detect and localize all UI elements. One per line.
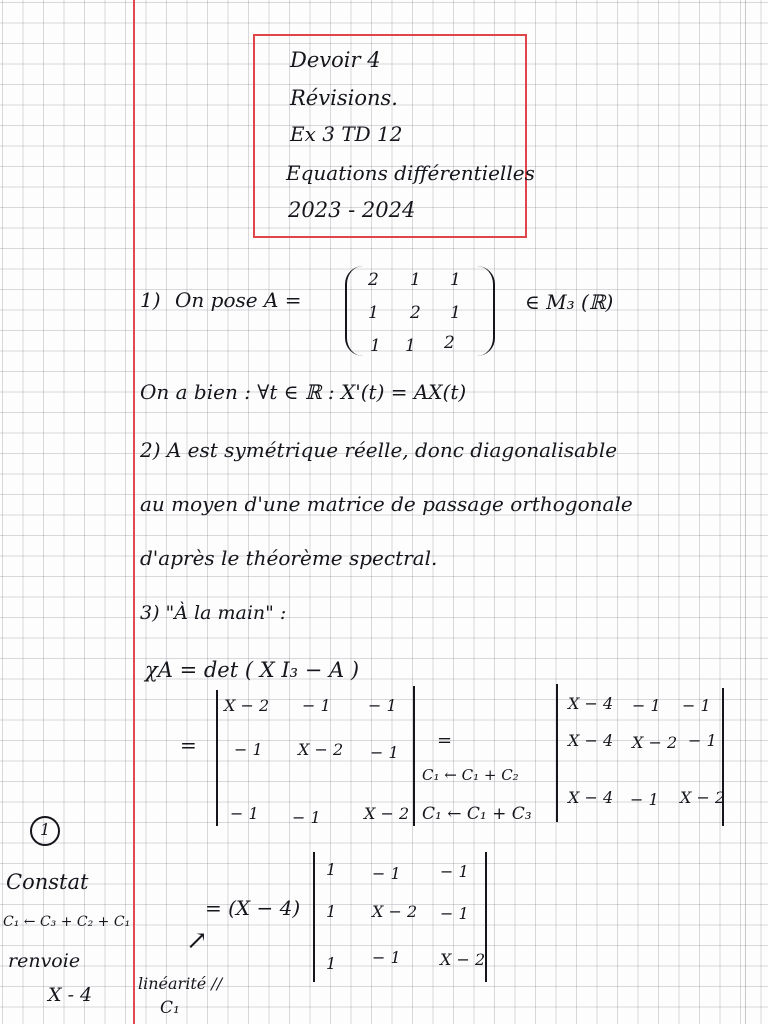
det1-cell: X − 2 xyxy=(298,740,344,759)
det2-cell: X − 4 xyxy=(568,694,614,713)
det3-cell: − 1 xyxy=(440,904,469,923)
equals-sign: = xyxy=(437,730,453,751)
det1-left-bar xyxy=(216,690,218,826)
det1-cell: − 1 xyxy=(230,804,259,823)
margin-line xyxy=(133,0,135,1024)
det2-cell: X − 4 xyxy=(568,731,614,750)
matrix-a-cell: 1 xyxy=(410,270,421,290)
q2-line-1: 2) A est symétrique réelle, donc diagonalisable xyxy=(140,438,618,462)
header-line-2: Révisions. xyxy=(290,86,398,110)
circled-number xyxy=(30,816,60,846)
header-line-1: Devoir 4 xyxy=(290,48,381,72)
det2-cell: − 1 xyxy=(630,790,659,809)
matrix-a-cell: 2 xyxy=(444,333,455,353)
factored-prefix: = (X − 4) xyxy=(205,896,301,920)
det1-right-bar xyxy=(413,686,415,826)
header-line-4: Equations différentielles xyxy=(286,161,535,185)
note-constat: Constat xyxy=(6,870,89,894)
matrix-right-paren xyxy=(475,266,495,356)
matrix-a-cell: 1 xyxy=(450,303,461,323)
det1-cell: − 1 xyxy=(292,808,321,827)
det2-cell: X − 4 xyxy=(568,788,614,807)
note-x-minus-4: X - 4 xyxy=(48,984,93,1006)
det2-cell: X − 2 xyxy=(632,733,678,752)
note-column-op: C₁ ← C₃ + C₂ + C₁ xyxy=(3,914,131,930)
det1-cell: − 1 xyxy=(234,740,263,759)
det3-cell: 1 xyxy=(326,860,337,879)
matrix-a-cell: 1 xyxy=(370,336,381,356)
det2-cell: X − 2 xyxy=(680,788,726,807)
q3-title: 3) "À la main" : xyxy=(140,602,287,624)
line-on-a-bien: On a bien : ∀t ∈ ℝ : X'(t) = AX(t) xyxy=(140,380,467,404)
det2-cell: − 1 xyxy=(632,696,661,715)
page-edge-line xyxy=(745,0,746,1024)
det3-left-bar xyxy=(313,852,315,982)
det3-cell: 1 xyxy=(326,902,337,921)
column-op-2: C₁ ← C₁ + C₃ xyxy=(422,804,532,824)
det2-cell: − 1 xyxy=(688,731,717,750)
det1-cell: X − 2 xyxy=(364,804,410,823)
det3-cell: − 1 xyxy=(372,864,401,883)
note-linearite: linéarité // xyxy=(138,974,223,993)
det1-cell: − 1 xyxy=(302,696,331,715)
q1-label: 1) xyxy=(140,288,161,312)
matrix-a-cell: 2 xyxy=(368,270,379,290)
chi-definition: χA = det ( X I₃ − A ) xyxy=(145,658,360,682)
det1-cell: − 1 xyxy=(370,743,399,762)
matrix-a-cell: 1 xyxy=(368,303,379,323)
det3-cell: X − 2 xyxy=(372,902,418,921)
det2-left-bar xyxy=(556,684,558,822)
column-op-1: C₁ ← C₁ + C₂ xyxy=(422,766,519,784)
det3-cell: X − 2 xyxy=(440,950,486,969)
matrix-left-paren xyxy=(345,266,365,356)
det2-cell: − 1 xyxy=(682,696,711,715)
header-line-3: Ex 3 TD 12 xyxy=(290,122,403,146)
note-renvoie: renvoie xyxy=(8,950,81,972)
q2-line-2: au moyen d'une matrice de passage orthogonale xyxy=(140,492,633,516)
det1-cell: X − 2 xyxy=(224,696,270,715)
equals-sign: = xyxy=(180,733,197,757)
det1-cell: − 1 xyxy=(368,696,397,715)
det3-cell: 1 xyxy=(326,954,337,973)
note-c1: C₁ xyxy=(160,998,180,1018)
matrix-a-cell: 1 xyxy=(405,336,416,356)
det3-cell: − 1 xyxy=(372,948,401,967)
matrix-a-cell: 1 xyxy=(450,270,461,290)
circled-number-label: 1 xyxy=(40,820,51,839)
det3-cell: − 1 xyxy=(440,862,469,881)
arrow-icon: ↗ xyxy=(186,926,208,956)
matrix-a-cell: 2 xyxy=(410,303,421,323)
q1-set: ∈ M₃ (ℝ) xyxy=(525,290,614,314)
q2-line-3: d'après le théorème spectral. xyxy=(140,546,438,570)
header-line-5: 2023 - 2024 xyxy=(288,198,416,222)
q1-text: On pose A = xyxy=(175,288,302,312)
det3-right-bar xyxy=(485,852,487,982)
